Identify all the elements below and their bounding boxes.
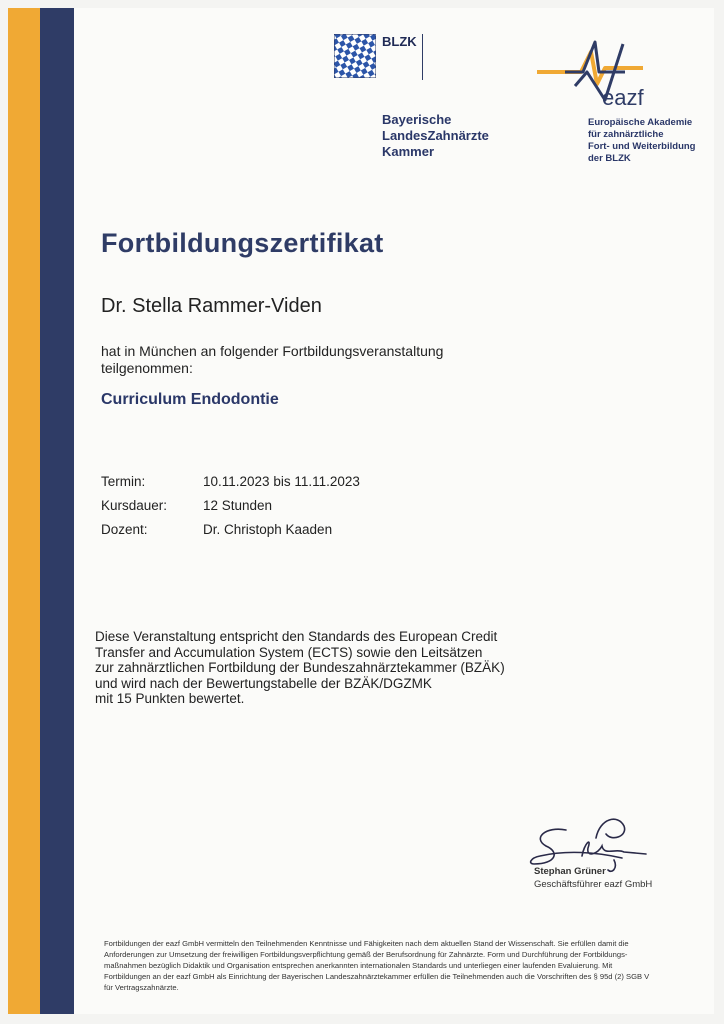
blzk-abbr: BLZK	[382, 34, 417, 49]
blzk-logo	[334, 30, 434, 90]
footer-line: für Vertragszahnärzte.	[104, 983, 179, 992]
footer-line: maßnahmen bezüglich Didaktik und Organisation entsprechen anerkannten internationalen Standards und unterliegen einer laufenden Evaluierung. Mit	[104, 961, 613, 970]
intro-line: teilgenommen:	[101, 360, 193, 376]
detail-label: Termin:	[101, 474, 146, 489]
eazf-wordmark: eazf	[602, 85, 644, 110]
eazf-desc-line: Europäische Akademie	[588, 117, 693, 128]
footer-line: Anforderungen zur Umsetzung der freiwilligen Fortbildungsverpflichtung gemäß der Berufsordnung für Zahnärzte. Form und Durchführung der Fortbildungs-	[104, 950, 628, 959]
footer-line: Fortbildungen der eazf GmbH vermitteln den Teilnehmenden Kenntnisse und Fähigkeiten nach dem aktuellen Stand der Wissenschaft. Sie erfüllen damit die	[104, 939, 629, 948]
statement-line: Transfer and Accumulation System (ECTS) sowie den Leitsätzen	[95, 644, 483, 660]
ects-statement	[95, 629, 515, 707]
recipient-name: Dr. Stella Rammer-Viden	[101, 295, 322, 317]
eazf-desc-line: der BLZK	[588, 153, 631, 164]
footer-disclaimer	[104, 938, 704, 993]
eazf-desc-line: Fort- und Weiterbildung	[588, 141, 696, 152]
detail-label: Dozent:	[101, 522, 148, 537]
signer-name: Stephan Grüner	[534, 866, 606, 877]
intro-text	[101, 343, 491, 377]
blzk-divider	[422, 34, 423, 80]
bavarian-lozenge-icon	[334, 34, 376, 78]
course-name: Curriculum Endodontie	[101, 391, 279, 408]
detail-value: 12 Stunden	[203, 498, 273, 513]
orange-side-stripe	[8, 8, 40, 1014]
blzk-name-line: LandesZahnärzte	[382, 128, 489, 143]
navy-side-stripe	[40, 8, 74, 1014]
eazf-description	[588, 117, 708, 165]
certificate-title: Fortbildungszertifikat	[101, 228, 384, 258]
detail-value: 10.11.2023 bis 11.11.2023	[203, 474, 360, 489]
blzk-name-line: Bayerische	[382, 112, 452, 127]
detail-value: Dr. Christoph Kaaden	[203, 522, 333, 537]
blzk-full-name	[382, 112, 522, 160]
intro-line: hat in München an folgender Fortbildungsveranstaltung	[101, 343, 444, 359]
statement-line: und wird nach der Bewertungstabelle der BZÄK/DGZMK	[95, 675, 432, 691]
statement-line: Diese Veranstaltung entspricht den Standards des European Credit	[95, 629, 498, 644]
blzk-name-line: Kammer	[382, 144, 435, 159]
signer-role: Geschäftsführer eazf GmbH	[534, 879, 653, 890]
eazf-desc-line: für zahnärztliche	[588, 129, 664, 140]
statement-line: zur zahnärztlichen Fortbildung der Bundeszahnärztekammer (BZÄK)	[95, 660, 505, 675]
footer-line: Fortbildungen an der eazf GmbH als Einrichtung der Bayerischen Landeszahnärztekammer erfüllen die Teilnehmenden auch die Vorschriften des § 95d (2) SGB V	[104, 972, 650, 981]
detail-label: Kursdauer:	[101, 498, 168, 513]
statement-line: mit 15 Punkten bewertet.	[95, 691, 245, 706]
